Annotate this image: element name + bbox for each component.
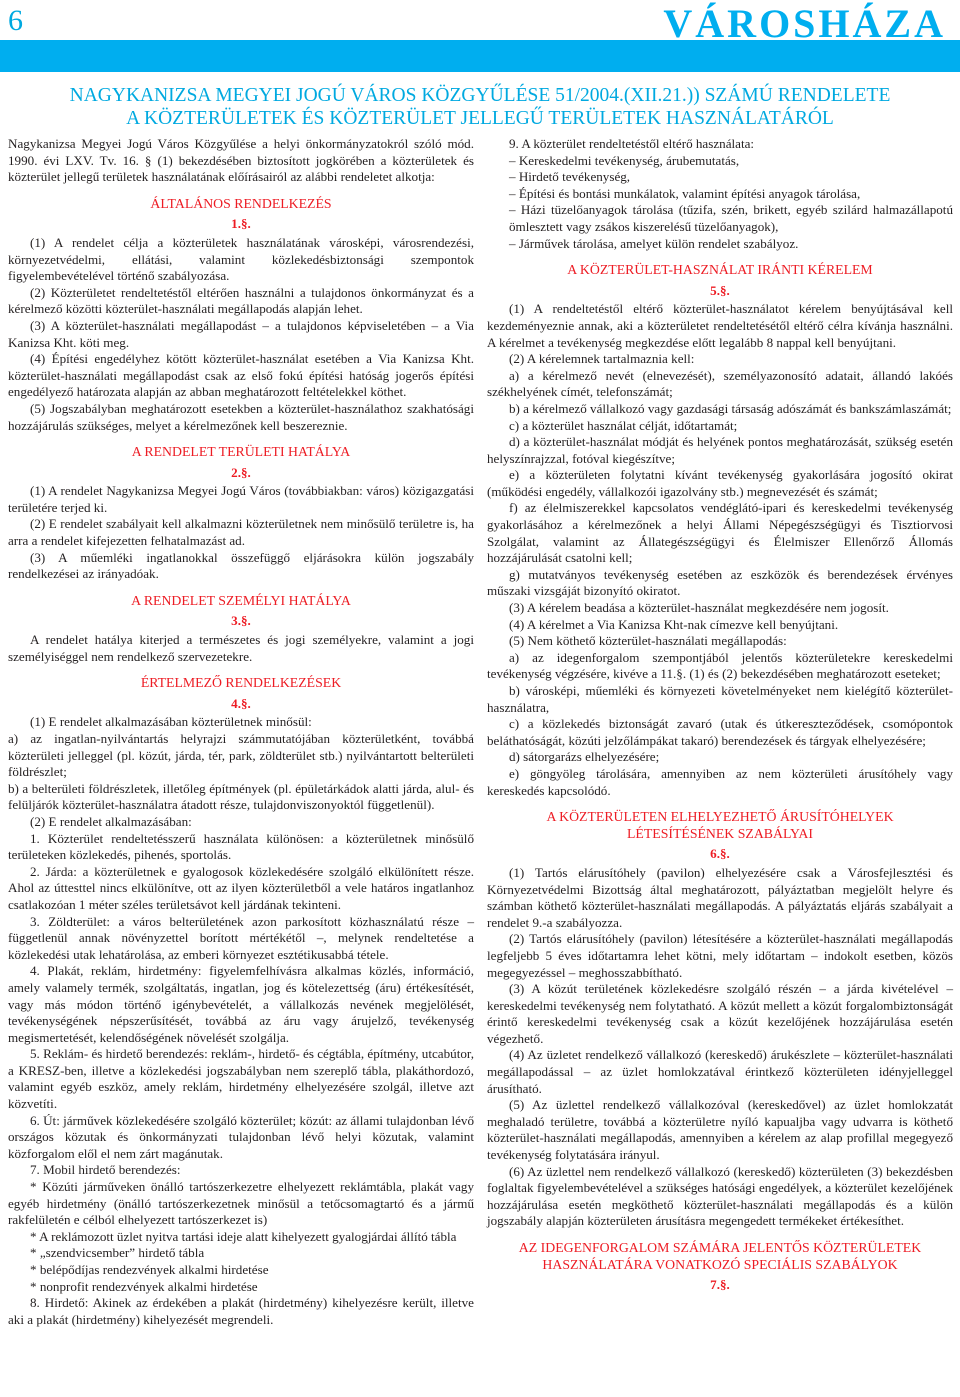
section-number: 1.§. (231, 216, 251, 232)
section-heading: AZ IDEGENFORGALOM SZÁMÁRA JELENTŐS KÖZTERÜLETEK (518, 1240, 922, 1255)
list-item: – Kereskedelmi tevékenység, árubemutatás, (509, 152, 740, 168)
page-number: 6 (8, 4, 23, 37)
paragraph: (5) Nem köthető közterület-használati megállapodás: (509, 633, 787, 649)
paragraph: (3) A közterület-használati megállapodást – a tulajdonos képviseletében – a Via Kanizsa Kht. köti meg. (8, 317, 474, 350)
paragraph: 6. Út: járművek közlekedésére szolgáló közterület; közút: az állami tulajdonban lévő országos közutak és önkormányzati tulajdonban lévő helyi közutak, valamint közforgalom elől el nem zárt magánutak. (8, 1112, 474, 1161)
left-column (8, 136, 474, 1328)
paragraph: 3. Zöldterület: a város belterületének azon parkosított közhasználatú része – függetlenül annak növényzettel borított mértékétől –, melynek rendeltetése a közlekedési utak lehatárolása, az emberi környezet esztétikusabbá tétele. (8, 913, 474, 962)
paragraph: b) a belterületi földrészletek, illetőleg építmények (pl. épületárkádok alatti járda, alul- és felüljárók közterület-használatra átadott része, tulajdonviszonyoktól függetlenül). (8, 780, 474, 813)
paragraph: 9. A közterület rendeltetéstől eltérő használata: (509, 136, 755, 151)
paragraph: (5) Az üzlettel rendelkező vállalkozóval (kereskedővel) az üzlet homlokzatát meghaladó területre, továbbá a közterületre nyíló kapualjba vagy udvarra is köthető közterület-használati megállapodás, amennyiben a kérelem az alap profillal megegyező tevékenység folytatására irányul. (487, 1097, 953, 1163)
paragraph: 5. Reklám- és hirdető berendezés: reklám-, hirdető- és cégtábla, építmény, utcabútor, a KRESZ-ben, illetve a közlekedési jogszabályban nem szereplő tábla, plakáthordozó, valamint egyéb eszköz, amely reklám, hirdetmény elhelyezésére szolgál, illetve azt közvetíti. (8, 1046, 475, 1112)
paragraph: 1. Közterület rendeltetésszerű használata különösen: a közterületnek minősülő területeken közlekedés, pihenés, sportolás. (8, 830, 474, 863)
list-item: * A reklámozott üzlet nyitva tartási ideje alatt kihelyezett gyalogjárdai állító tábla (30, 1228, 457, 1244)
section-heading-cont: LÉTESÍTÉSÉNEK SZABÁLYAI (626, 825, 813, 841)
paragraph: (1) A rendelet Nagykanizsa Megyei Jogú Város (továbbiakban: város) közigazgatási területére terjed ki. (8, 483, 474, 515)
section-number: 4.§. (231, 695, 251, 711)
paragraph: d) sátorgarázs elhelyezésére; (509, 749, 660, 765)
paragraph: (3) A műemléki ingatlanokkal összefüggő eljárásokra külön jogszabály rendelkezései az irányadóak. (8, 549, 474, 582)
section-heading: ÉRTELMEZŐ RENDELKEZÉSEK (140, 675, 342, 691)
paragraph: f) az élelmiszerekkel kapcsolatos vendéglátó-ipari és kereskedelmi tevékenység gyakorlásához a kérelmezőnek a helyi Állami Népegészségügyi és Tisztiorvosi Szolgálat, valamint az Állategészségügyi és Élelmiszer Ellenőrző Állomás hozzájárulását csatolni kell; (487, 500, 953, 566)
paragraph: d) a közterület-használat módját és helyének pontos meghatározását, szükség esetén helyszínrajzzal, fotóval kiegészítve; (487, 434, 953, 466)
paragraph: g) mutatványos tevékenység esetében az eszközök és berendezések érvényes műszaki vizsgáját bizonyító okiratot. (487, 566, 953, 599)
paragraph: b) a kérelmező vállalkozó vagy gazdasági társaság adószámát és bankszámlaszámát; (509, 400, 952, 416)
paragraph: a) az ingatlan-nyilvántartás helyrajzi számmutatójában közterületként, továbbá közterületi jelleggel (pl. közút, járda, tér, park, zöldterület stb.) nyilvántartott belterületi földrészlet; (8, 731, 474, 780)
paragraph: 2. Járda: a közterületnek e gyalogosok közlekedésére szolgáló elkülönített része. Ahol az úttesttel nincs elkülönítve, ott az ilyen közterületből a vele határos ingatlanhoz csatlakozóan 1 méter széles területsávot kell járdának tekinteni. (8, 863, 474, 912)
list-item: – Járművek tárolása, amelyet külön rendelet szabályoz. (509, 235, 799, 251)
section-number: 7.§. (710, 1277, 730, 1293)
paragraph: (3) A kérelem beadása a közterület-használat megkezdésére nem jogosít. (509, 600, 889, 616)
paragraph: (6) Az üzlettel nem rendelkező vállalkozó (kereskedő) közterületen (3) bekezdésben foglaltak figyelembevételével a szükséges hatósági engedélyek, a közterület kezelőjének hozzájárulása esetén megköthető közterület-használati megállapodás és a külön jogszabály alapján közterületen árusításra megengedett termékeket értékesíthet. (487, 1163, 953, 1229)
paragraph: (4) A kérelmet a Via Kanizsa Kht-nak címezve kell benyújtani. (509, 616, 839, 632)
intro-paragraph: Nagykanizsa Megyei Jogú Város Közgyűlése a helyi önkormányzatokról szóló mód. 1990. évi LXV. Tv. 16. § (1) bekezdésében biztosított jogkörében a közterületek és közterület jellegű területek használatának előírásairól az alábbi rendeletet alkotja: (8, 136, 474, 185)
paragraph: e) a közterületen folytatni kívánt tevékenység gyakorlására jogosító okirat (működési engedély, vállalkozói igazolvány stb.) megnevezését és számát; (487, 467, 953, 499)
section-heading-cont: HASZNÁLATÁRA VONATKOZÓ SPECIÁLIS SZABÁLYOK (542, 1256, 898, 1272)
paragraph: 4. Plakát, reklám, hirdetmény: figyelemfelhívásra alkalmas közlés, információ, amely valamely termék, szolgáltatás, ingatlan, jog és kötelezettség (áru) értékesítését, vagy más módon történő igénybevételét, a vállalkozás nevének megjelölését, tevékenységének népszerűsítését, továbbá az áru vagy árujelző, tevékenység megismertetését, kelendőségének növelését szolgálja. (8, 963, 474, 1045)
right-column (487, 136, 953, 1296)
paragraph: A rendelet hatálya kiterjed a természetes és jogi személyekre, valamint a jogi személyiséggel nem rendelkező szervezetekre. (8, 632, 474, 664)
list-item: – Építési és bontási munkálatok, valamint építési anyagok tárolása, (509, 185, 861, 201)
title-line-2: A KÖZTERÜLETEK ÉS KÖZTERÜLET JELLEGŰ TERÜLETEK HASZNÁLATÁRÓL (126, 108, 834, 129)
list-item: * „szendvicsember” hirdető tábla (30, 1245, 205, 1261)
section-heading: ÁLTALÁNOS RENDELKEZÉS (150, 195, 332, 211)
list-item: – Hirdető tevékenység, (509, 169, 631, 185)
paragraph: (5) Jogszabályban meghatározott esetekben a közterület-használathoz szakhatósági hozzájárulás szükséges, melyet a kérelmezőnek kell beszereznie. (8, 400, 474, 433)
list-item: – Házi tüzelőanyagok tárolása (tűzifa, szén, brikett, egyéb szilárd halmazállapotú ömlesztett vagy zsákos kiszerelésű tüzelőanyagok), (509, 202, 953, 234)
section-heading: A RENDELET TERÜLETI HATÁLYA (131, 444, 351, 460)
title-line-1: NAGYKANIZSA MEGYEI JOGÚ VÁROS KÖZGYŰLÉSE 51/2004.(XII.21.)) SZÁMÚ RENDELETE (69, 85, 891, 106)
section-number: 5.§. (710, 282, 730, 298)
paragraph: (2) Közterületet rendeltetéstől eltérően használni a tulajdonos önkormányzat és a kérelmező közötti közterület-használati megállapodás alapján lehet. (8, 284, 474, 317)
paragraph: 8. Hirdető: Akinek az érdekében a plakát (hirdetmény) kihelyezésre került, illetve aki a plakát (hirdetmény) kihelyezését megrendeli. (8, 1295, 474, 1327)
paragraph: (1) A rendelet célja a közterületek használatának városképi, városrendezési, környezetvédelmi, ellátási, valamint közlekedésbiztonsági szempontok figyelembevételével történő szabályozása. (8, 234, 474, 284)
paragraph: (4) Építési engedélyhez kötött közterület-használat esetében a Via Kanizsa Kht. közterület-használati megállapodást csak az első fokú építési hatóság jogerős építési engedélyező határozata alapján az abban meghatározott feltételekkel köthet. (8, 351, 474, 400)
section-heading: A KÖZTERÜLETEN ELHELYEZHETŐ ÁRUSÍTÓHELYEK (546, 809, 894, 825)
paragraph: (1) A rendeltetéstől eltérő közterület-használatot kérelem benyújtásával kell kezdeményeznie annak, aki a közterületet rendeltetésétől eltérő célra kívánja használni. A kérelmet a tevékenység megkezdése előtt legalább 8 nappal kell benyújtani. (487, 301, 953, 350)
paragraph: e) göngyöleg tárolására, amennyiben az nem közterületi árusítóhely vagy kereskedés kapcsolódó. (487, 765, 953, 798)
section-number: 2.§. (231, 464, 251, 480)
paragraph: c) a közterület használat célját, időtartamát; (509, 417, 738, 433)
list-item: * Közúti járműveken önálló tartószerkezetre elhelyezett reklámtábla, plakát vagy egyéb hirdetmény (önálló tartószerkezetnek minősül a tetőcsomagtartó és a jármű rakfelületén e célból elhelyezett tartószerkezet is) (8, 1179, 474, 1228)
paragraph: (2) E rendelet alkalmazásában: (30, 813, 192, 829)
list-item: * nonprofit rendezvények alkalmi hirdetése (30, 1278, 258, 1294)
paragraph: (1) Tartós elárusítóhely (pavilon) elhelyezésére csak a Városfejlesztési és Környezetvédelmi Bizottság által meghatározott, pályáztatban megjelölt helyre és számban köthető közterület-használati megállapodás. A pályáztatás eljárás szabályait a rendelet 9.-a szabályozza. (487, 864, 953, 930)
section-number: 3.§. (231, 613, 251, 629)
paragraph: (2) A kérelemnek tartalmaznia kell: (509, 351, 695, 367)
paragraph: b) városképi, műemléki és környezeti követelményeket nem kielégítő közterület-használatra, (487, 683, 953, 715)
paragraph: a) a kérelmező nevét (elnevezését), személyazonosító adatait, állandó lakóés székhelyének címét, telefonszámát; (487, 367, 953, 400)
list-item: * belépődíjas rendezvények alkalmi hirdetése (30, 1262, 269, 1277)
paragraph: (3) A közút területének közlekedésre szolgáló részén – a járda kivételével – kereskedelmi tevékenység nem folytatható. A közút mellett a közút forgalombiztonságát érintő kereskedelmi tevékenység csak a közút kezelőjének hozzájárulása esetén végezhető. (487, 981, 953, 1046)
paragraph: a) az idegenforgalom szempontjából jelentős közterületekre kereskedelmi tevékenység végzésére, kivéve a 11.§. (1) és (2) bekezdésében meghatározott eseteket; (487, 649, 953, 682)
document-title (0, 84, 960, 130)
paragraph: (2) E rendelet szabályait kell alkalmazni közterületnek nem minősülő területre is, ha arra a rendelet kifejezetten felhatalmazást ad. (8, 516, 474, 549)
section-number: 6.§. (710, 846, 730, 862)
paragraph: (1) E rendelet alkalmazásában közterületnek minősül: (30, 714, 312, 730)
paragraph: (2) Tartós elárusítóhely (pavilon) létesítésére a közterület-használati megállapodás legfeljebb 5 éves időtartamra lehet kötni, mely időtartam – indokolt esetben, közös megegyezéssel – meghosszabbítható. (487, 931, 953, 980)
publication-brand: VÁROSHÁZA (663, 1, 946, 46)
section-heading: A KÖZTERÜLET-HASZNÁLAT IRÁNTI KÉRELEM (567, 262, 873, 278)
paragraph: c) a közlekedés biztonságát zavaró (utak és útkereszteződések, csomópontok beláthatóságát, közúti jelzőlámpákat takaró) berendezések és tárgyak elhelyezésére; (487, 716, 953, 748)
page-header (0, 0, 960, 72)
paragraph: 7. Mobil hirdető berendezés: (30, 1162, 181, 1178)
section-heading: A RENDELET SZEMÉLYI HATÁLYA (131, 592, 351, 608)
paragraph: (4) Az üzletet rendelkező vállalkozó (kereskedő) árukészlete – közterület-használati megállapodással – az üzlet homlokzatával érintkező közterületen idényjelleggel árusítható. (487, 1047, 953, 1096)
